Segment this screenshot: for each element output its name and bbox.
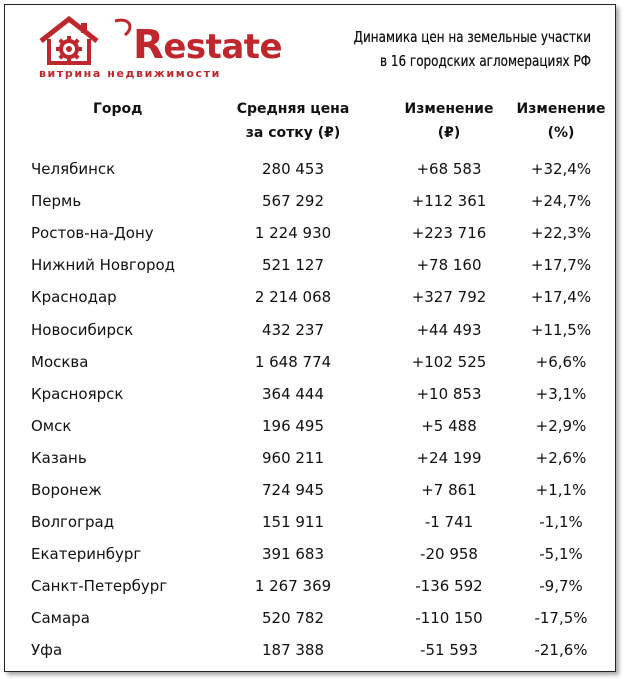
table-row <box>31 506 611 538</box>
brand-tagline: витрина недвижимости <box>39 67 221 80</box>
cell-city: Казань <box>31 448 87 467</box>
price-table <box>31 97 611 667</box>
cell-city: Екатеринбург <box>31 545 142 564</box>
cell-change-rub: +24 199 <box>416 448 482 467</box>
cell-change-rub: +112 361 <box>411 192 487 211</box>
cell-change-pct: -21,6% <box>534 641 588 660</box>
cell-price: 567 292 <box>261 192 325 211</box>
cell-change-pct: +22,3% <box>530 224 592 243</box>
table-row <box>31 602 611 634</box>
table-row <box>31 538 611 570</box>
table-row <box>31 153 611 185</box>
cell-change-pct: +6,6% <box>535 352 587 371</box>
cell-price: 391 683 <box>261 545 325 564</box>
cell-city: Пермь <box>31 192 82 211</box>
cell-change-pct: +1,1% <box>535 480 587 499</box>
table-row <box>31 313 611 345</box>
title-line-2: в 16 городских агломерациях РФ <box>379 52 591 70</box>
cell-price: 1 648 774 <box>254 352 332 371</box>
cell-change-rub: -110 150 <box>415 609 483 628</box>
cell-city: Краснодар <box>31 288 117 307</box>
infographic-frame <box>4 4 616 672</box>
cell-change-rub: +78 160 <box>416 256 482 275</box>
cell-price: 187 388 <box>261 641 325 660</box>
cell-city: Санкт-Петербург <box>31 577 168 596</box>
table-row <box>31 217 611 249</box>
table-row <box>31 570 611 602</box>
cell-city: Воронеж <box>31 480 102 499</box>
cell-change-rub: -1 741 <box>424 513 474 532</box>
table-row <box>31 634 611 666</box>
header-city: Город <box>93 101 143 117</box>
cell-price: 1 267 369 <box>254 577 332 596</box>
cell-city: Самара <box>31 609 90 628</box>
cell-change-rub: -20 958 <box>420 545 478 564</box>
table-row <box>31 346 611 378</box>
table-row <box>31 185 611 217</box>
cell-change-rub: +102 525 <box>411 352 487 371</box>
cell-price: 432 237 <box>261 320 325 339</box>
cell-price: 280 453 <box>261 160 325 179</box>
page-title <box>354 25 591 73</box>
table-row <box>31 378 611 410</box>
cell-city: Омск <box>31 416 72 435</box>
table-row <box>31 442 611 474</box>
cell-change-rub: +327 792 <box>411 288 487 307</box>
table-row <box>31 281 611 313</box>
cell-change-rub: +7 861 <box>421 480 477 499</box>
cell-city: Уфа <box>31 641 63 660</box>
cell-price: 520 782 <box>261 609 325 628</box>
cell-change-pct: +24,7% <box>530 192 592 211</box>
cell-price: 521 127 <box>261 256 325 275</box>
cell-change-pct: +17,4% <box>530 288 592 307</box>
cell-change-pct: +11,5% <box>530 320 592 339</box>
cell-price: 151 911 <box>261 513 325 532</box>
cell-change-pct: +2,9% <box>535 416 587 435</box>
table-header-row <box>31 97 611 153</box>
cell-change-pct: +17,7% <box>530 256 592 275</box>
cell-change-pct: +32,4% <box>530 160 592 179</box>
cell-city: Москва <box>31 352 89 371</box>
cell-change-rub: +223 716 <box>411 224 487 243</box>
cell-city: Красноярск <box>31 384 124 403</box>
cell-change-pct: -5,1% <box>539 545 583 564</box>
cell-change-pct: -1,1% <box>539 513 583 532</box>
title-line-1: Динамика цен на земельные участки <box>353 28 591 46</box>
cell-change-pct: -9,7% <box>539 577 583 596</box>
cell-change-pct: +2,6% <box>535 448 587 467</box>
table-row <box>31 410 611 442</box>
cell-price: 1 224 930 <box>254 224 332 243</box>
brand-wordmark: Restate <box>133 22 283 68</box>
cell-price: 724 945 <box>261 480 325 499</box>
restate-logo <box>37 15 283 83</box>
cell-price: 364 444 <box>261 384 325 403</box>
cell-city: Новосибирск <box>31 320 134 339</box>
cell-change-rub: +10 853 <box>416 384 482 403</box>
cell-change-pct: -17,5% <box>534 609 588 628</box>
cell-change-rub: -136 592 <box>415 577 483 596</box>
cell-city: Нижний Новгород <box>31 256 176 275</box>
cell-change-rub: -51 593 <box>420 641 478 660</box>
cell-price: 960 211 <box>261 448 325 467</box>
cell-change-rub: +68 583 <box>416 160 482 179</box>
cell-price: 2 214 068 <box>254 288 332 307</box>
house-gear-icon <box>37 15 137 67</box>
cell-change-pct: +3,1% <box>535 384 587 403</box>
cell-city: Волгоград <box>31 513 115 532</box>
table-row <box>31 474 611 506</box>
cell-price: 196 495 <box>261 416 325 435</box>
cell-change-rub: +5 488 <box>421 416 477 435</box>
cell-change-rub: +44 493 <box>416 320 482 339</box>
cell-city: Челябинск <box>31 160 116 179</box>
header-change-rub: Изменение (₽) <box>404 101 494 141</box>
header-price: Средняя цена за сотку (₽) <box>236 101 350 141</box>
header-change-pct: Изменение (%) <box>516 101 606 141</box>
cell-city: Ростов-на-Дону <box>31 224 154 243</box>
table-row <box>31 249 611 281</box>
